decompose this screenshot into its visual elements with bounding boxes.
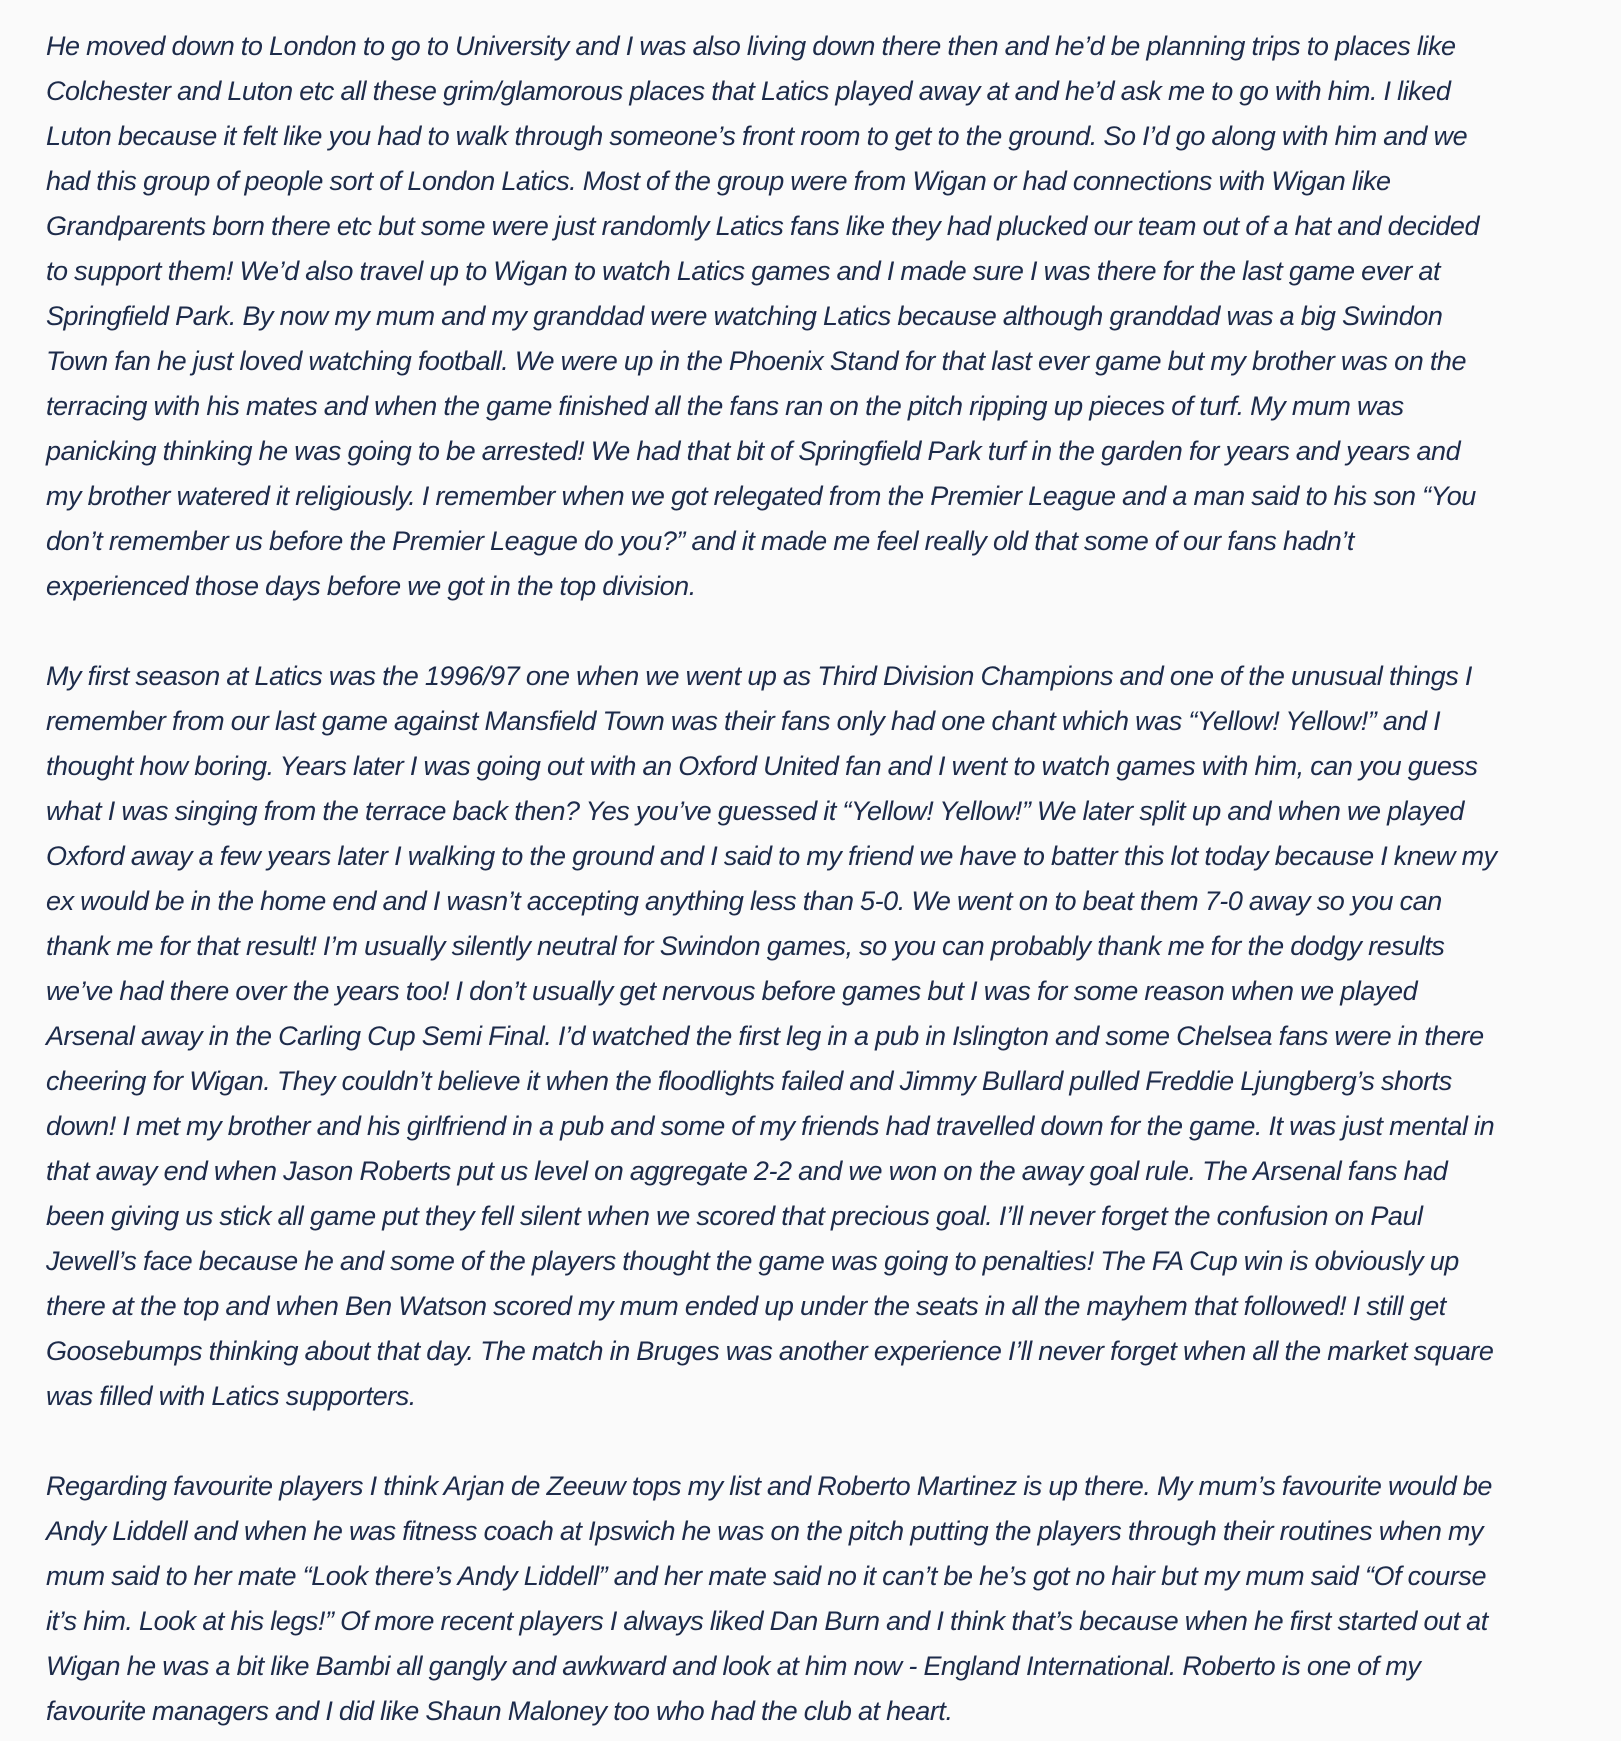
paragraph-first-season: My first season at Latics was the 1996/97 one when we went up as Third Division Champions and one of the unusual things I remember from our last game against Mansfield Town was their fans only had one chant which was “Yellow! Yellow!” and I thought how boring. Years later I was going out with an Oxford United fan and I went to watch games with him, can you guess what I was singing from the terrace back then? Yes you’ve guessed it “Yellow! Yellow!” We later split up and when we played Oxford away a few years later I walking to the ground and I said to my friend we have to batter this lot today because I knew my ex would be in the home end and I wasn’t accepting anything less than 5-0. We went on to beat them 7-0 away so you can thank me for that result! I’m usually silently neutral for Swindon games, so you can probably thank me for the dodgy results we’ve had there over the years too! I don’t usually get nervous before games but I was for some reason when we played Arsenal away in the Carling Cup Semi Final. I’d watched the first leg in a pub in Islington and some Chelsea fans were in there cheering for Wigan. They couldn’t believe it when the floodlights failed and Jimmy Bullard pulled Freddie Ljungberg’s shorts down! I met my brother and his girlfriend in a pub and some of my friends had travelled down for the game. It was just mental in that away end when Jason Roberts put us level on aggregate 2-2 and we won on the away goal rule. The Arsenal fans had been giving us stick all game put they fell silent when we scored that precious goal. I’ll never forget the confusion on Paul Jewell’s face because he and some of the players thought the game was going to penalties! The FA Cup win is obviously up there at the top and when Ben Watson scored my mum ended up under the seats in all the mayhem that followed! I still get Goosebumps thinking about that day. The match in Bruges was another experience I’ll never forget when all the market square was filled with Latics supporters.	[46, 661, 1497, 1411]
paragraph-london-latics: He moved down to London to go to University and I was also living down there then and he’d be planning trips to places like Colchester and Luton etc all these grim/glamorous places that Latics played away at and he’d ask me to go with him. I liked Luton because it felt like you had to walk through someone’s front room to get to the ground. So I’d go along with him and we had this group of people sort of London Latics. Most of the group were from Wigan or had connections with Wigan like Grandparents born there etc but some were just randomly Latics fans like they had plucked our team out of a hat and decided to support them! We’d also travel up to Wigan to watch Latics games and I made sure I was there for the last game ever at Springfield Park. By now my mum and my granddad were watching Latics because although granddad was a big Swindon Town fan he just loved watching football. We were up in the Phoenix Stand for that last ever game but my brother was on the terracing with his mates and when the game finished all the fans ran on the pitch ripping up pieces of turf. My mum was panicking thinking he was going to be arrested! We had that bit of Springfield Park turf in the garden for years and years and my brother watered it religiously. I remember when we got relegated from the Premier League and a man said to his son “You don’t remember us before the Premier League do you?” and it made me feel really old that some of our fans hadn’t experienced those days before we got in the top division.	[46, 31, 1480, 601]
article-body	[46, 24, 1498, 1734]
paragraph-favourite-players: Regarding favourite players I think Arjan de Zeeuw tops my list and Roberto Martinez is up there. My mum’s favourite would be Andy Liddell and when he was fitness coach at Ipswich he was on the pitch putting the players through their routines when my mum said to her mate “Look there’s Andy Liddell” and her mate said no it can’t be he’s got no hair but my mum said “Of course it’s him. Look at his legs!” Of more recent players I always liked Dan Burn and I think that’s because when he first started out at Wigan he was a bit like Bambi all gangly and awkward and look at him now - England International. Roberto is one of my favourite managers and I did like Shaun Maloney too who had the club at heart.	[46, 1471, 1492, 1726]
